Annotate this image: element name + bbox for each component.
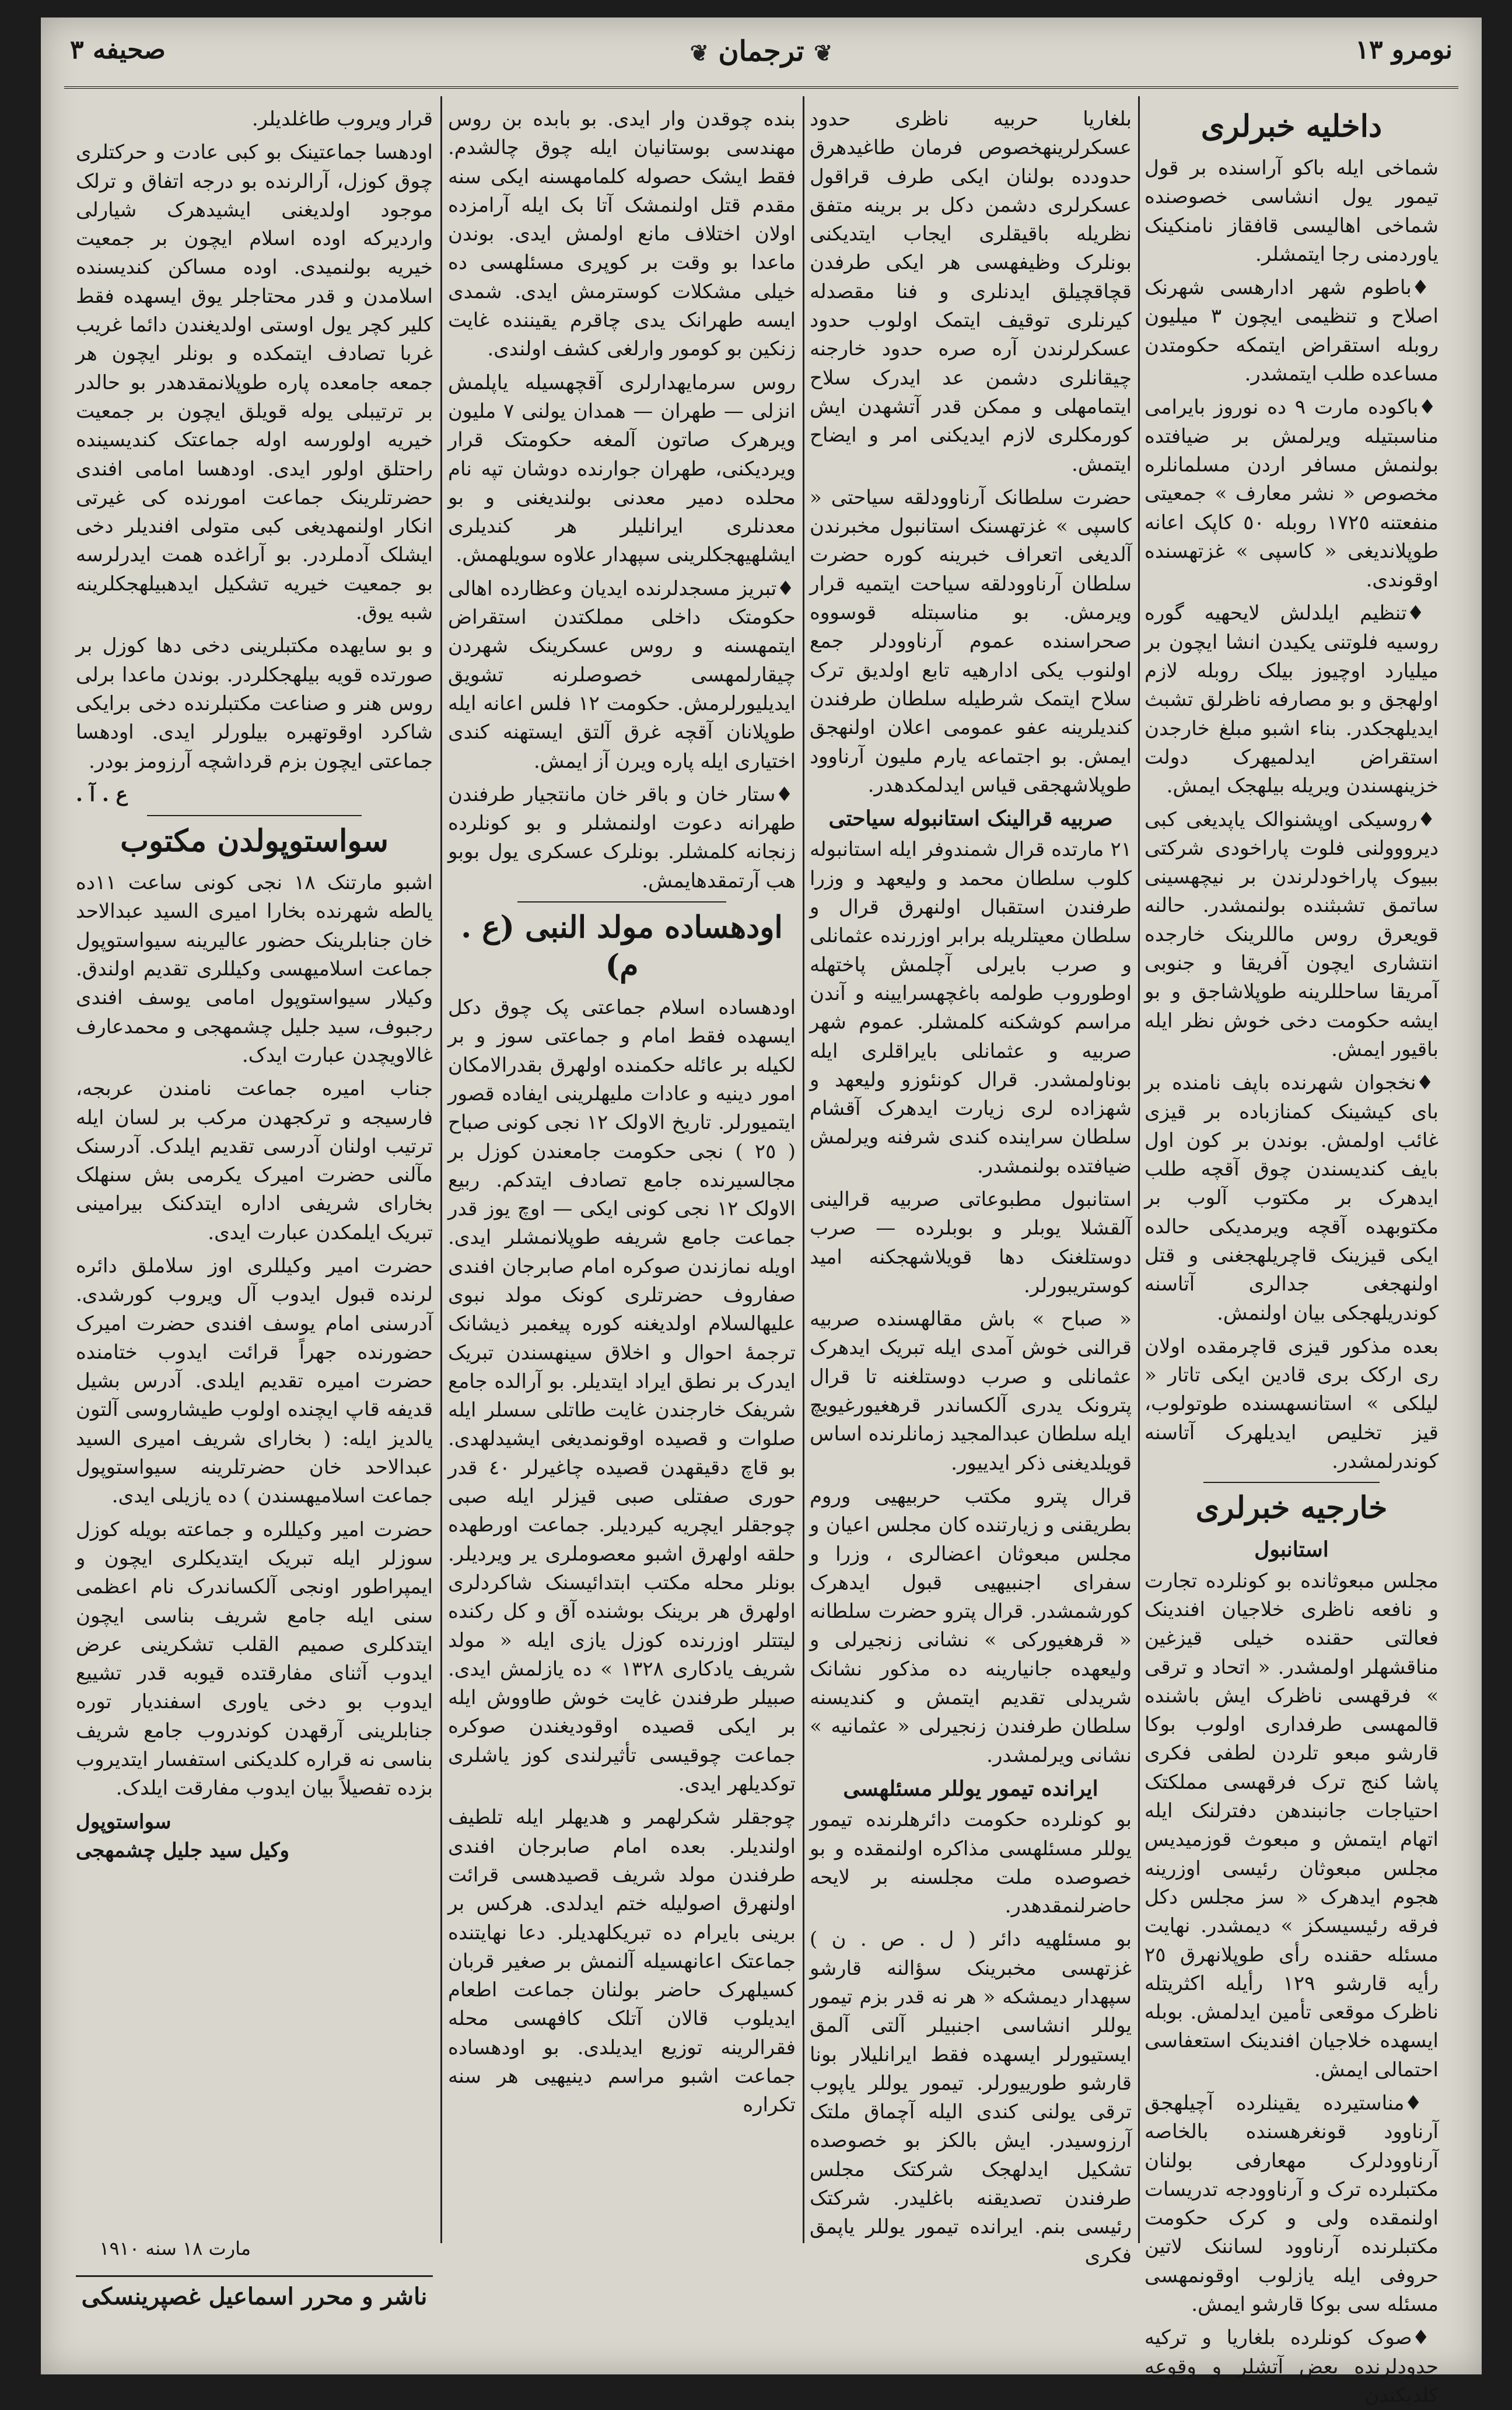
article-paragraph: اشبو مارتنک ١٨ نجی کونی ساعت ١١ده یالطه شهرنده بخارا امیری السید عبدالاحد خان جنابلرینک حضور عالیرینه سیواستوپول جماعت اسلامیهسی وکیللری تقدیم اولندق. وکیلار سیواستوپول امامی یوسف افندی رجبوف، سید جلیل چشمهجی و محمدعارف غالاویچدن عبارت ایدک. [76,871,433,1067]
news-paragraph: ♦ تنظیم ایلدلش لایحهیه گوره روسیه فلوتنی یکیدن انشا ایچون بر میلیارد اوچیوز بیلک روبله لازم اولهجق و بو مصارفه ناظرلق تشبث ایدیلهجکدر. بناء اشبو مبلغ خارجدن استقراض ایدلمیهرک دولت خزینهسندن ویریله بیلهجک ایمش. [1144,599,1438,800]
letter-date: مارت ١٨ سنه ١٩١٠ [99,2237,251,2259]
article-paragraph: قرار ویروب طاغلدیلر. [251,107,433,131]
newspaper-page [41,18,1482,2407]
section-title-foreign: خارجیه خبرلری [1195,1490,1388,1526]
divider [517,901,726,903]
subsection-title: صربیه قرالینک استانبوله سیاحتی [828,806,1113,831]
news-paragraph: ♦ نخجوان شهرنده باپف نامنده بر بای کیشینک کمنازباده بر قیزی غائب اولمش. بوندن بر کون اول بایف کندیسندن چوق آقچه طلب ایدهرک بر مکتوب آلوب بر مکتوبهده آقچه ویرمدیکی حالده ایکی قیزینک قاچریلهجغنی و قتل اولنهجغی جدالری آتاسنه کوندریلهجکی بیان اولنمش. [1144,1069,1438,1328]
news-paragraph: حضرت سلطانک آرناوودلقه سیاحتی « کاسپی » غزتهسنک استانبول مخبرندن آلدیغی اتعراف خبرینه کوره حضرت سلطان آرناوودلقه سیاحت ایتمیه قرار ویرمش. بو مناسبتله قوسووه صحراسنده عموم آرناوودلر جمع اولنوب یکی ادارهیه تابع اولدیق ترک سلاح ایتمک شرطیله سلطان طرفندن کندیلرینه عفو عمومی اعلان اولنهجق ایمش. بو اجتماعه یارم ملیون آرناوود طوپلاشهجقی قیاس ایدلمکدهدر. [810,485,1132,797]
article-paragraph: اودهساده اسلام جماعتی پک چوق دکل ایسهده فقط امام و جماعتی سوز و بر لکیله بر عائله حکمنده اولهرق بقدرالامکان امور دینیه و عادات ملیهلرینی ایفاده قصور ایتمیورلر. تاریخ الاولک ١٢ نجی کونی صباح ( ٢٥ ) نجی حکومت جامعندن کوزل بر مجالسیرنده جامع تصادف ایتدکم. ربیع الاولک ١٢ نجی کونی ایکی — اوچ یوز قدر جماعت جامع شریفه طوپلانمشلر ایدی. اویله نمازندن صوکره امام صابرجان افندی صفاروف حضرتلری کونک مولد نبوی علیهالسلام اولدیغنه کوره پیغمبر ذیشانک ترجمهٔ احوال و اخلاق سینهسندن تبریک ایدرک بر نطق ایراد ایتدیلر. بو آرالده جامع شریفک خارجندن غایت طاتلی سسلر ایله صلوات و قصیده اوقونمدیغی ایشیدلهدی. بو قاچ دقیقهدن قصیده چاغیرلر ٤٠ قدر حوری صفتلی صبی قیزلر ایله صبی چوجقلر ایچریه کیردیلر. جماعت اورطهده حلقه اولهرق اشبو معصوملری یر ویردیلر. بونلر محله مکتب ابتدائیسنک شاکردلری اولهرق هر برینک بوشنده آق و کل رکنده لیتتلر اوزرنده کوزل یازی ایله « مولد شریف یادکاری ١٣٢٨ » ده یازلمش ایدی. صبیلر طرفندن غایت خوش طاووش ایله بر ایکی قصیده اوقودیغندن صوکره جماعت چوقیسی تأثیرلندی کوز یاشلری توکدیلهر ایدی. [448,996,796,1796]
news-paragraph: قرال پترو مکتب حربیهیی وروم بطریقنی و زیارتنده کان مجلس اعیان و مجلس مبعوثان اعضالری ، وزرا و سفرای اجنبیهیی قبول ایدهرک کورشمشدر. قرال پترو حضرت سلطانه « قرهغیورکی » نشانی زنجیرلی و ولیعهده جانیارینه ده مذکور نشانک شریدلی تقدیم ایتمش و کندیسنه سلطان طرفندن زنجیرلی « عثمانیه » نشانی ویرلمشدر. [810,1484,1132,1767]
news-paragraph: بو کونلرده حکومت دائرهلرنده تیمور یوللر مسئلهسی مذاکره اولنمقده و بو خصوصده ملت مجلسنه بر لایحه حاضرلنمقدهدر. [810,1808,1132,1918]
ornament-icon: ❦ [814,40,833,66]
paper-name: ترجمان [718,35,804,68]
ornament-icon: ❦ [690,40,709,66]
column-domestic-news [1144,105,1439,2407]
column-odessa-mawlid [448,105,796,2264]
news-paragraph: « صباح » باش مقالهسنده صربیه قرالنی خوش آمدی ایله تبریک ایدهرک عثمانلی و صرب دوستلغنه تا قرال پترونک یدری آلکساندر قرهغیورغیویچ ایله سلطان عبدالمجید زمانلرنده اساس قویلدیغنی ذکر ایدییور. [810,1307,1132,1475]
header-divider [64,86,1458,89]
news-paragraph: ♦ باکوده مارت ٩ ده نوروز بایرامی مناسبتیله ویرلمش بر ضیافتده بولنمش مسافر اردن مسلمانلره مخصوص « نشر معارف » جمعیتی منفعتنه ١٧٢٥ روبله ٥٠ کاپک اعانه طوپلاندیغی « کاسپی » غزتهسنده اوقوندی. [1144,393,1438,594]
news-paragraph: مجلس مبعوثانده بو کونلرده تجارت و نافعه ناظری خلاجیان افندینک فعالتی حقنده خیلی قیزغین مناقشهلر اولمشدر. « اتحاد و ترقی » فرقهسی ناظرک ایش باشنده قالمهسی طرفداری اولوب بوکا قارشو مبعو تلردن لطفی فکری پاشا کنج ترک فرقهسی مملکتک احتیاجات جانبندهن دفترلنک ایله اتهام ایتمش و مبعوث قوزمیدیس مجلس مبعوثان رئیسی اوزرینه هجوم ایدهرک « سز مجلس دکل فرقه رئیسیسکز » دیمشدر. نهایت مسئله حقنده رأی طوپلانهرق ٢٥ رأیه قارشو ١٢٩ رأیله اکثریتله ناظرک موقعی تأمین ایدلمش. بوبله ایسهده خلاجیان افندینک استعفاسی احتمالی ایمش. [1144,1569,1438,2082]
signature-name: وکیل سید جلیل چشمهجی [76,1838,289,1862]
subsection-title: استانبول [1254,1537,1329,1562]
news-paragraph: روس سرمایهدارلری آقچهسیله یاپلمش انزلی — طهران — همدان یولنی ٧ ملیون ویرهرک صاتون آلمغه حکومتک قرار ویردیکنی، طهران جوارنده دوشان تپه نام محلده دمیر معدنی بولندیغنی و بو معدنلری ایرانلیلر هر کندیلری ایشلهیهجکلرینی سپهدار علاوه سویلهمش. [448,370,796,567]
news-paragraph: ٢١ مارتده قرال شمندوفر ایله استانبوله کلوب سلطان محمد و ولیعهد و وزرا طرفندن استقبال اولنهرق قرال و سلطان معیتلریله برابر اوزرنده عثمانلی و صرب بایرلی آچلمش پاختهله اوطوروب طولمه باغچهسرایینه و آندن مراسم کوشکنه کلمشلر. عموم شهر صربیه و عثمانلی بایراقلری ایله بوناولمشدر. قرال کونئوزو ولیعهد و شهزاده لری زیارت ایدهرک آقشام سلطان سراینده کندی شرفنه ویرلمش ضیافتده بولنمشدر. [810,838,1132,1178]
news-paragraph: ♦ صوک کونلرده بلغاریا و ترکیه حدودلرنده بعض آتشلر و وقوعه کلدیکندن [1144,2324,1438,2410]
column-divider [1138,96,1140,2243]
news-paragraph: استانبول مطبوعاتی صربیه قرالینی آلقشلا یوبلر و بوبلرده — صرب دوستلغنک دها قویلاشهجکنه امید کوستریبورلر. [810,1187,1132,1297]
publisher-line: ناشر و محرر اسماعیل غصپرینسکی [76,2275,433,2310]
page-label: صحیفه ٣ [70,35,166,65]
news-paragraph: بنده چوقدن وار ایدی. بو بابده بن روس مهندسی بوستانیان ایله چوق چالشدم. فقط ایشک حصوله کلمامهسنه ایکی سنه مقدم قتل اولنمشک آتا بک ایله آرامزده اولان اختلاف مانع اولمش ایدی. بوندن ماعدا بو وقت بر کوپری مسئلهسی ده خیلی مشکلات کوسترمش ایدی. شمدی ایسه طهرانک یدی چاقرم یقیننده غایت زنکین بو کومور وارلغی کشف اولندی. [448,107,796,361]
news-paragraph: بعده مذکور قیزی قاچرمقده اولان ری ارکک بری قادین ایکی تاتار « لیلکی » استانسهسنده طوتولوب، قیز تخلیص ایدیلهرک آتاسنه کوندرلمشدر. [1144,1334,1438,1474]
issue-number: نومرو ١٣ [1355,35,1452,65]
news-paragraph: ♦ باطوم شهر ادارهسی شهرنک اصلاح و تنظیمی ایچون ٣ میلیون روبله استقراض ایتمکه حکومتدن مساعده طلب ایتمشدر. [1144,274,1438,389]
article-paragraph: جناب امیره جماعت نامندن عربجه، فارسیجه و ترکجهدن مرکب بر لسان ایله ترتیب اولنان آدرسی تقدیم ایلدک. آدرسنک مآلنی حضرت امیرک یکرمی بش سنهلک بخارای شریفی اداره ایتدکنک بیرامینی تبریک ایلمکدن عبارت ایدی. [76,1077,433,1244]
article-paragraph: چوجقلر شکرلهمر و هدیهلر ایله تلطیف اولندیلر. بعده امام صابرجان افندی طرفندن مولد شریف قصیدهسی قرائت اولنهرق اصولیله ختم ایدلدی. هرکس بر برینی بایرام ده تبریکلهدیلر. دعا نهایتنده جماعتک اعانهسیله آلنمش بر صغیر قربان کسیلهرک حاضر بولنان جماعت اطعام ایدیلوب قالان آتلک کافهسی محله فقرالرینه توزیع ایدیلدی. بو اودهساده جماعت اشبو مراسم دینیهیی هر سنه تکراره [448,1806,796,2117]
news-paragraph: ♦ مناستیرده یقینلرده آچیلهجق آرناوود قونغرهسنده بالخاصه آرناوودلرک مهعارفی بولنان مکتبلرده ترک و آرناوودجه تدریسات اولنمقده ولی و کرک حکومت مکتبلرنده آرناوود لساننک لاتین حروفی ایله یازلوب اوقونمهسی مسئله سی بوکا قارشو ایمش. [1144,2089,1438,2319]
masthead [690,35,832,68]
author-signature: ع . آ . [76,782,128,806]
signature-place: سواستوپول [76,1810,172,1834]
divider [1203,1482,1380,1483]
news-paragraph: بلغاریا حربیه ناظری حدود عسکرلرینهخصوص فرمان طاغیدهرق حدودده بولنان ایکی طرف قراقول عسکرلری دشمن دکل بر برینه متفق نظریله باقیقلری ایجاب ایتدیکنی بونلرک وظیفهسی هر ایکی طرفدن قچاقچیلق ایدنلری و فنا مقصدله کیرنلری توقیف ایتمک اولوب حدود عسکرلرندن آره صره حدود خارجنه چیقانلری دشمن عد ایدرک سلاح ایتمامهلی و ممکن قدر آتشهدن ایش کورمکلری لازم ایدیکنی امر و ایضاح ایتمش. [810,107,1132,476]
column-divider [803,96,804,2243]
column-foreign-news-cont [810,105,1132,2268]
news-paragraph: ♦ ستار خان و باقر خان مانتجیار طرفندن طهرانه دعوت اولنمشلر و بو کونلرده زنجانه کلمشلر. بونلرک عسکری یول بوبو هب آرتمقدهایمش. [448,781,796,896]
article-paragraph: حضرت امیر وکیللره و جماعته بویله کوزل سوزلر ایله تبریک ایتدیکلری ایچون و ایمپراطور اونجی آلکساندرک نام اعظمی سنی ایله جامع شریف بناسی ایچون ایتدکلری صمیم القلب تشکرینی عرض ایدوب آثنای مفارقتده قیوبه قدر تشییع ایدوب بو دخی یاوری اسفندیار توره جنابلرینی آرقهدن کوندروب جامع شریف بناسی نه قراره کلدیکنی استفسار ایتدیروب بزده تفصیلاً بیان ایدوب مفارقت ایلدک. [76,1517,433,1800]
subsection-title: ایرانده تیمور یوللر مسئلهسی [843,1776,1098,1801]
news-paragraph: ♦ تبریز مسجدلرنده ایدیان وعظارده اهالی حکومتک داخلی مملکتدن استقراض ایتمهسنه و روس عسکرینک شهردن چیقارلمهسی خصوصلرنه تشویق ایدیلیورلرمش. حکومت ١٢ فلس اعانه ایله طوپلانان آقچه غرق آلتق ایستهنه کندی اختیاری ایله پاره ویرن آز ایمش. [448,575,796,776]
article-title: سواستوپولدن مکتوب [120,823,388,859]
page-header [64,23,1458,88]
column-divider [440,96,442,2243]
article-title: اودهساده مولد النبی (ع . م) [461,910,783,984]
article-paragraph: و بو سایهده مکتبلرینی دخی دها کوزل بر صورتده قویه بیلهجکلردر. بوندن ماعدا برلی روس هنر و صناعت مکتبلرنده دخی برایکی شاکرد اوقوتهبره بیلورلر ایدی. اودهسا جماعتی ایچون بزم قرداشچه آرزومز بودر. [76,634,433,773]
section-title-domestic: داخلیه خبرلری [1200,109,1382,144]
article-paragraph: حضرت امیر وکیللری اوز سلاملق دائره لرنده قبول ایدوب آل ویروب کورشدی. آدرسنی امام یوسف افندی حضرت امیرک حضورنده جهراً قرائت ایدوب ختامنده حضرت امیره تقدیم ایلدی. آدرس بشیل قدیفه قاپ ایچنده اولوب طیشاروسی آلتون یالدیز ایله: ( بخارای شریف امیری السید عبدالاحد خان حضرتلرینه سیواستوپول جماعت اسلامیهسندن ) ده یازیلی ایدی. [76,1254,433,1508]
column-sevastopol-letter [76,105,433,2264]
divider [147,815,361,816]
news-paragraph: ♦ روسیکی اوپشنوالک یاپدیغی کبی دیرووولنی فلوت پاراخودی شرکتی ببیوک پاراخودلرندن بر نیچهسینی ساتمق تشبثنده بولنمشدر. حالنه قویعرق روس ماللرینک خارجده انتشاری ایچون آفریقا و جنوبی آمریقا ساحللرینه طوپلاشاجق و بو ایشه حکومت دخی خوش نظر ایله باقیور ایمش. [1144,806,1438,1065]
news-paragraph: شماخی ایله باکو آراسنده بر قول تیمور یول انشاسی خصوصنده شماخی اهالیسی قافقاز نامنکینک یاوردمنی رجا ایتمشلر. [1144,156,1438,266]
news-paragraph: بو مسئلهیه دائر ( ل . ص . ن ) غزتهسی مخبرینک سؤالنه قارشو سپهدار دیمشکه « هر نه قدر بزم تیمور یوللر انشاسی اجنبیلر آلتی آلمق ایستیورلر ایسهده فقط ایرانلیلار بونا قارشو طورییورلر. تیمور یوللر یاپوب ترقی یولنی کندی الیله آچماق ملتک آرزوسیدر. ایش بالکز بو خصوصده تشکیل ایدلهجک شرکتک مجلس طرفندن تصدیقنه باغلیدر. شرکتک رئیسی بنم. ایرانده تیمور یوللر یاپمق فکری [810,1928,1132,2268]
article-paragraph: اودهسا جماعتینک بو کبی عادت و حرکتلری چوق کوزل، آرالرنده بو درجه اتفاق و ترلک موجود اولدیغنی ایشیدهرک شیارلی واردیرکه اوده اسلام ایچون بر جمعیت خیریه بولنمیدی. اوده مساکن کندیسنده اسلامدن و قدر محتاجلر یوق ایسهده فقط کلیر کچر یول اوستی اولدیغندن دائما غریب غربا تصادف ایتمکده و بونلر ایچون هر جمعه جامعده پاره طوپلانمقدهدر بو حالدر بر ترتیبلی یوله قویلق ایچون بر جمعیت خیریه اولورسه اوله جماعتک کندیسینده راحتلق اولور ایدی. اودهسا امامی افندی حضرتلرینک جماعت امورنده کی غیرتی انکار اولنمهدیغی کبی متولی افندیلر دخی ایشلک آدملردر. بو آراغده همت ایدرلرسه بو جمعیت خیریه تشکیل ایدهبیلهجکلرینه شبه یوق. [76,141,433,625]
